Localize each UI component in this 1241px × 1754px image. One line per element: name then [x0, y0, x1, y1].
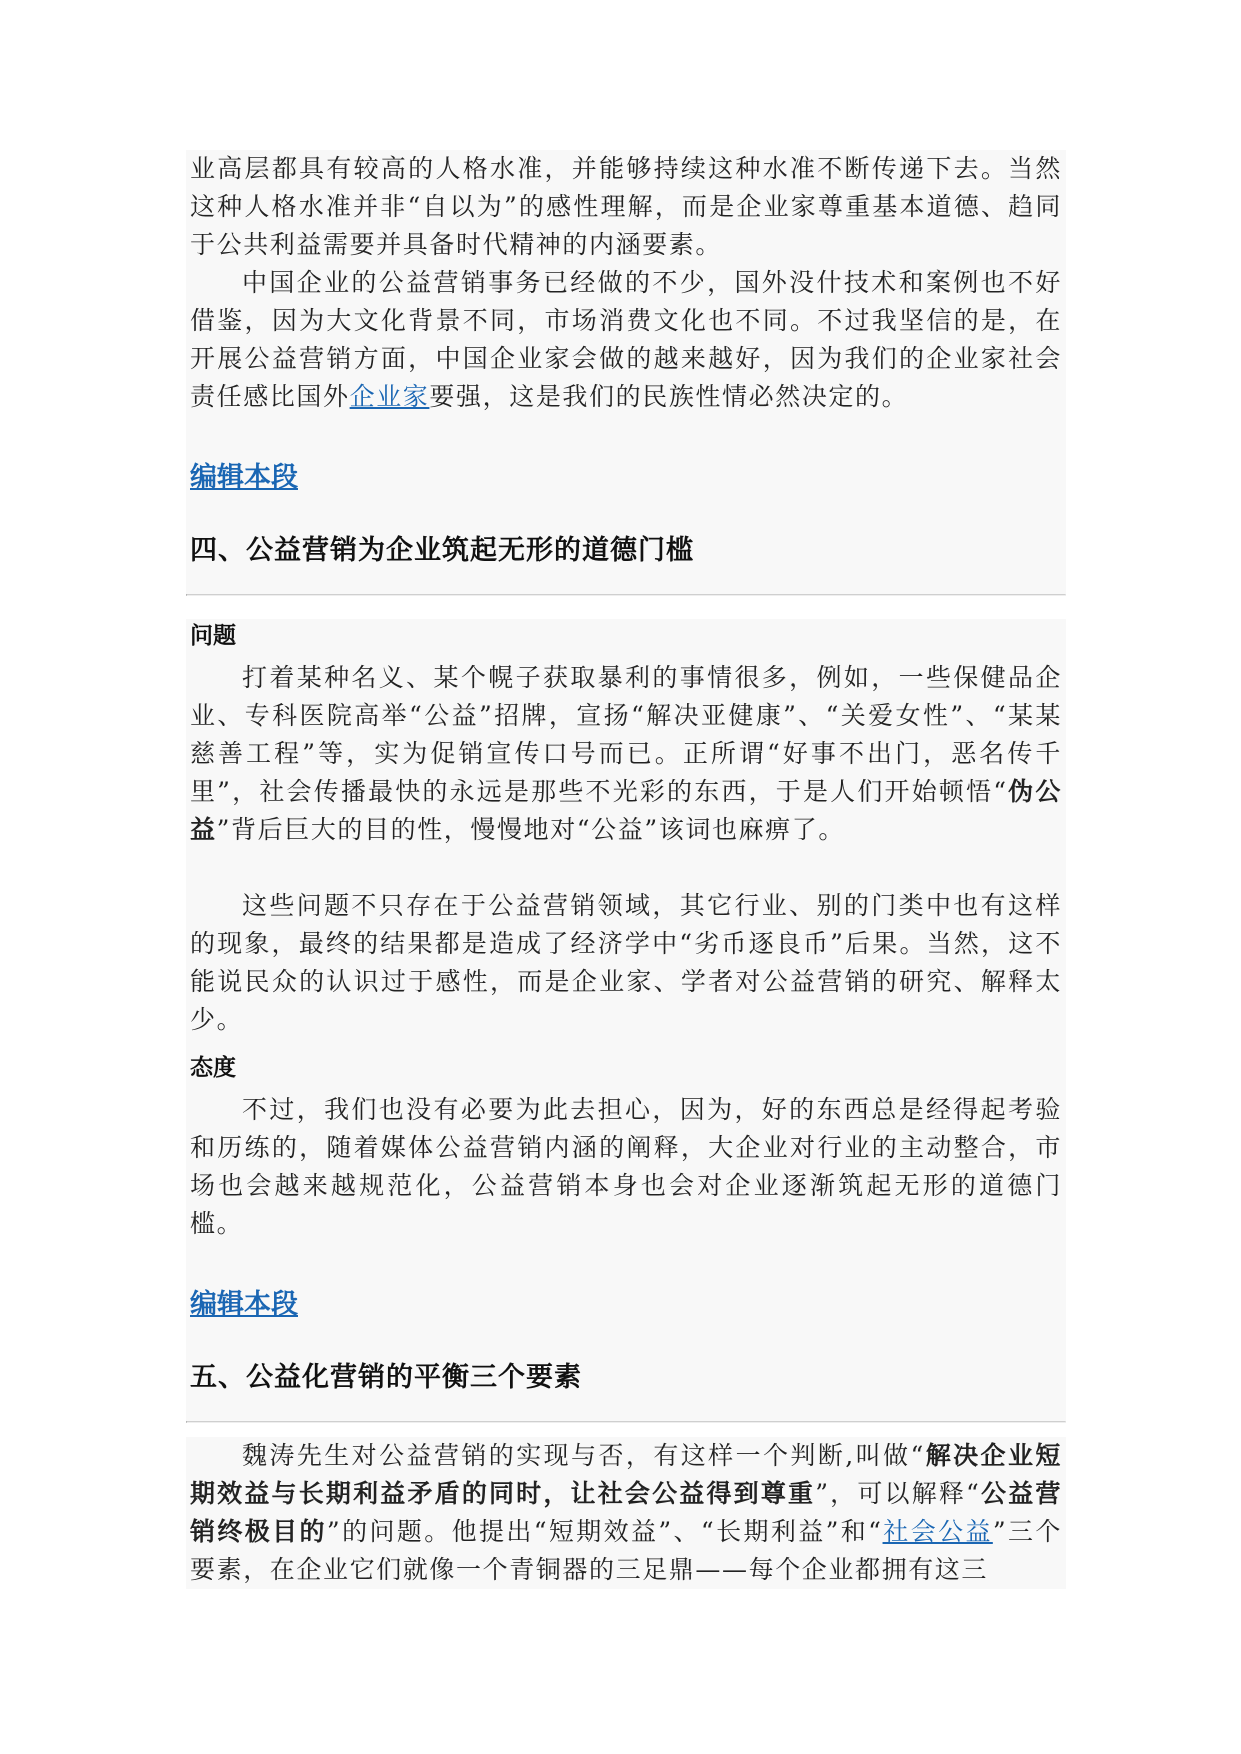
paragraph: [186, 1437, 1066, 1589]
paragraph-text: ”，可以解释“: [815, 1479, 981, 1508]
entrepreneur-link[interactable]: 企业家: [349, 382, 430, 411]
text-block-section4: [186, 619, 1066, 1421]
social-welfare-link[interactable]: 社会公益: [882, 1517, 993, 1546]
paragraph-text: ”三个要素，在企业它们就像一个青铜器的三足鼎——每个企业都拥有这三: [190, 1517, 1062, 1584]
spacer: [186, 849, 1066, 887]
paragraph: 业高层都具有较高的人格水准，并能够持续这种水准不断传递下去。当然这种人格水准并非“自以为”的感性理解，而是企业家尊重基本道德、趋同于公共利益需要并具备时代精神的内涵要素。: [190, 154, 1062, 259]
paragraph-text: 要强，这是我们的民族性情必然决定的。: [429, 382, 909, 411]
paragraph-text: ”背后巨大的目的性，慢慢地对“公益”该词也麻痹了。: [216, 815, 845, 844]
paragraph-text: ”的问题。他提出“短期效益”、“长期利益”和“: [326, 1517, 883, 1546]
bold-text: 伪公益: [190, 777, 1062, 844]
paragraph: [186, 659, 1066, 849]
spacer: [186, 1325, 1066, 1358]
paragraph-text: 中国企业的公益营销事务已经做的不少，国外没什技术和案例也不好借鉴，因为大文化背景不同，市场消费文化也不同。不过我坚信的是，在开展公益营销方面，中国企业家会做的越来越好，因为我们的企业家社会责任感比国外: [190, 268, 1062, 411]
spacer: [186, 416, 1066, 458]
paragraph: 不过，我们也没有必要为此去担心，因为，好的东西总是经得起考验和历练的，随着媒体公益营销内涵的阐释，大企业对行业的主动整合，市场也会越来越规范化，公益营销本身也会对企业逐渐筑起无形的道德门槛。: [190, 1095, 1062, 1238]
paragraph-text: 打着某种名义、某个幌子获取暴利的事情很多，例如，一些保健品企业、专科医院高举“公益”招牌，宣扬“解决亚健康”、“关爱女性”、“某某慈善工程”等，实为促销宣传口号而已。正所谓“好事不出门，恶名传千里”，社会传播最快的永远是那些不光彩的东西，于是人们开始顿悟“: [190, 663, 1062, 806]
subheading-problem: 问题: [190, 623, 236, 649]
spacer: [186, 1243, 1066, 1285]
text-block-section5: [186, 1437, 1066, 1589]
spacer: [186, 498, 1066, 531]
subheading-attitude: 态度: [190, 1055, 236, 1081]
text-block-intro: [186, 150, 1066, 594]
edit-section-link[interactable]: 编辑本段: [190, 1289, 298, 1320]
bold-text: 解决企业短期效益与长期利益矛盾的同时，让社会公益得到尊重: [190, 1441, 1062, 1508]
spacer: [186, 1423, 1066, 1437]
spacer: [186, 1398, 1066, 1421]
spacer: [186, 571, 1066, 594]
paragraph: 这些问题不只存在于公益营销领域，其它行业、别的门类中也有这样的现象，最终的结果都是造成了经济学中“劣币逐良币”后果。当然，这不能说民众的认识过于感性，而是企业家、学者对公益营销的研究、解释太少。: [190, 891, 1062, 1034]
bold-text: 公益营销终极目的: [190, 1479, 1062, 1546]
section-heading: 四、公益营销为企业筑起无形的道德门槛: [190, 535, 694, 566]
paragraph-text: 魏涛先生对公益营销的实现与否，有这样一个判断,叫做“: [242, 1441, 925, 1470]
edit-section-link[interactable]: 编辑本段: [190, 462, 298, 493]
document-content: [186, 150, 1066, 1589]
paragraph: [186, 264, 1066, 416]
spacer: [186, 596, 1066, 619]
section-heading: 五、公益化营销的平衡三个要素: [190, 1362, 582, 1393]
